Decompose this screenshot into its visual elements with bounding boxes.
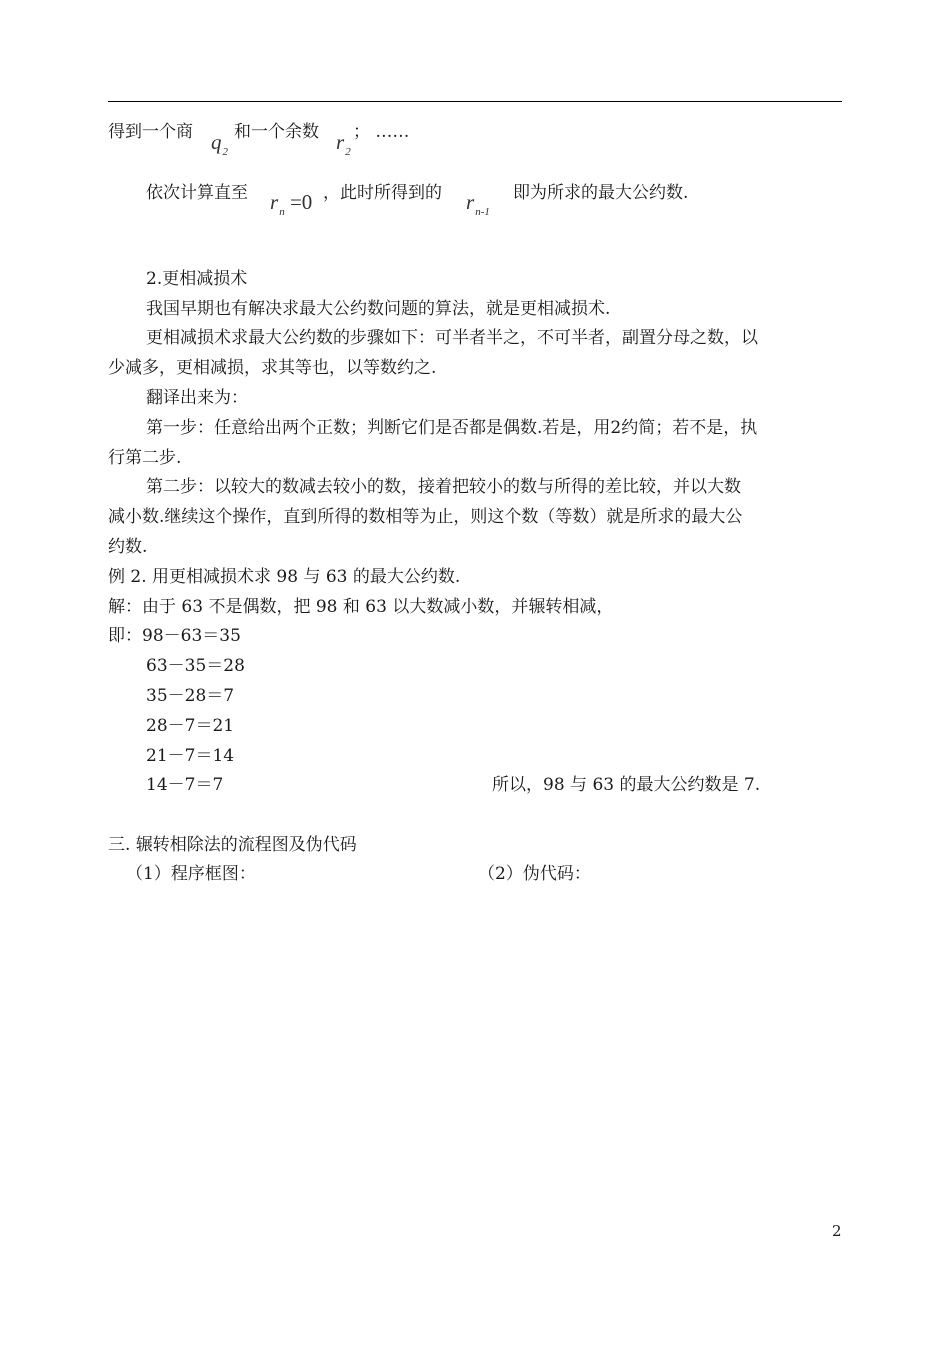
math-rn-minus-1: $r_{n-1}$ (466, 190, 490, 218)
example-title: 例 2. 用更相减损术求 98 与 63 的最大公约数. (108, 567, 461, 587)
math-r2: $r_2$ (336, 130, 351, 158)
paragraph-line: 行第二步. (108, 448, 182, 468)
equation-line: 28－7＝21 (146, 716, 235, 736)
paragraph-line: 少减多，更相减损，求其等也，以等数约之. (108, 358, 437, 378)
text-line: 得到一个商 (108, 122, 193, 142)
section-heading: 三. 辗转相除法的流程图及伪代码 (108, 835, 357, 855)
text-line: ； …… (353, 122, 410, 142)
paragraph-line: 我国早期也有解决求最大公约数问题的算法，就是更相减损术. (146, 299, 611, 319)
equation-line: 21－7＝14 (146, 746, 235, 766)
equation-line: 63－35＝28 (146, 656, 245, 676)
math-rn-eq-0: $r_n =0$ (270, 190, 313, 218)
equation-line: 即：98－63＝35 (108, 626, 241, 646)
paragraph-line: 第二步：以较大的数减去较小的数，接着把较小的数与所得的差比较，并以大数 (146, 477, 741, 497)
text-line: 即为所求的最大公约数. (513, 183, 689, 203)
text-line: ，此时所得到的 (323, 183, 442, 203)
paragraph-line: 更相减损术求最大公约数的步骤如下：可半者半之，不可半者，副置分母之数，以 (146, 328, 758, 348)
math-q2: $q_2$ (211, 130, 228, 158)
paragraph-line: 翻译出来为： (146, 388, 248, 408)
paragraph-line: 第一步：任意给出两个正数；判断它们是否都是偶数.若是，用2约简；若不是，执 (146, 418, 758, 438)
equation-line: 35－28＝7 (146, 686, 235, 706)
paragraph-line: 减小数.继续这个操作，直到所得的数相等为止，则这个数（等数）就是所求的最大公 (108, 507, 743, 527)
text-line: 和一个余数 (234, 122, 319, 142)
section-heading: 2.更相减损术 (146, 269, 248, 289)
text-line: 依次计算直至 (146, 183, 248, 203)
page-number: 2 (832, 1222, 842, 1240)
subheading-flowchart: （1）程序框图： (126, 864, 256, 884)
conclusion-line: 所以，98 与 63 的最大公约数是 7. (492, 775, 761, 795)
equation-line: 14－7＝7 (146, 775, 224, 795)
header-rule (108, 101, 842, 102)
paragraph-line: 约数. (108, 537, 148, 557)
subheading-pseudocode: （2）伪代码： (478, 864, 591, 884)
solution-line: 解：由于 63 不是偶数，把 98 和 63 以大数减小数，并辗转相减， (108, 597, 614, 617)
